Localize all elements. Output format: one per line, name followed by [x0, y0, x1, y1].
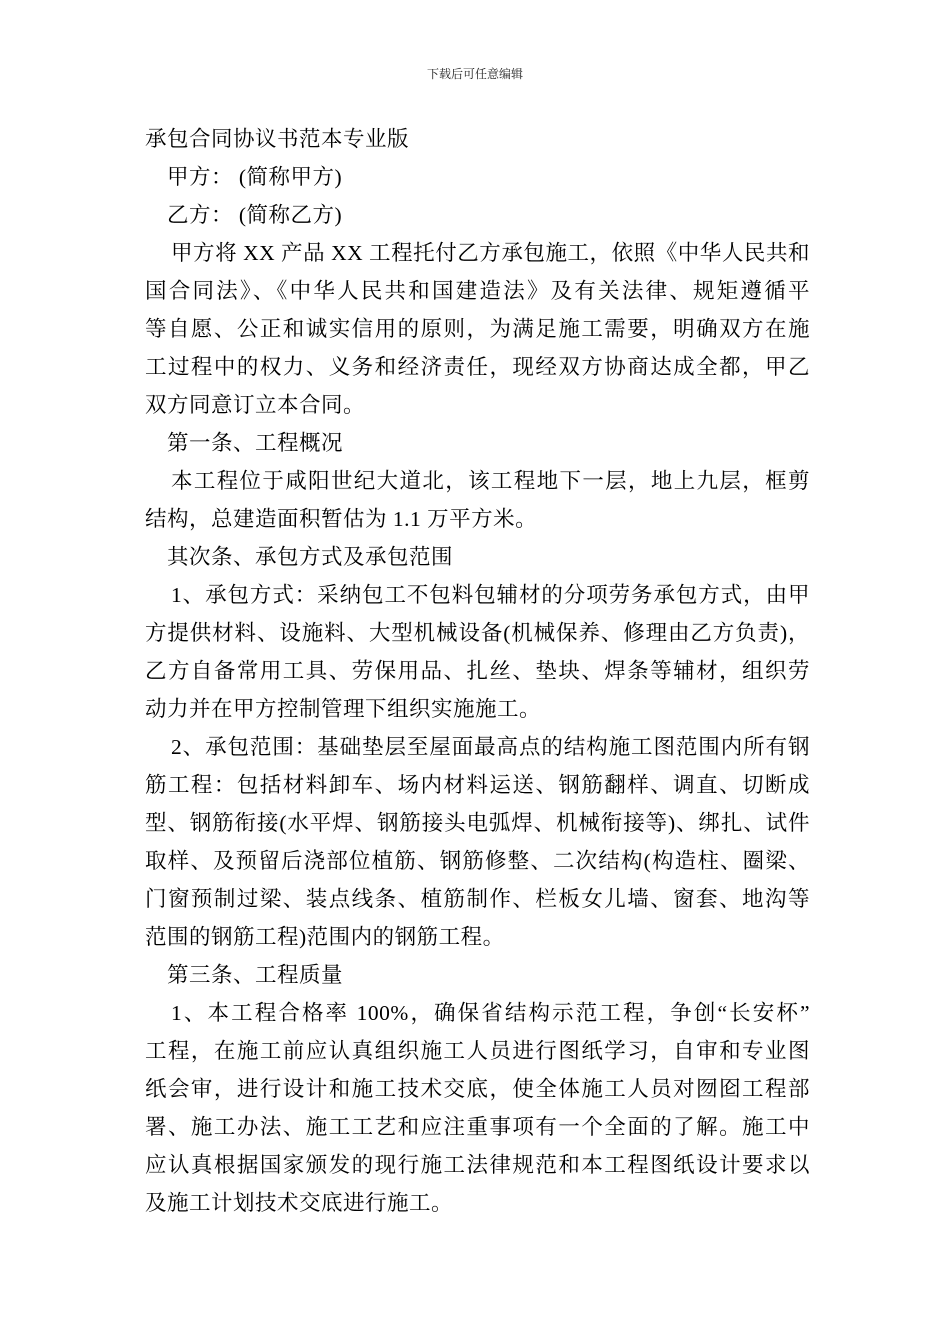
document-line: 取样、及预留后浇部位植筋、钢筋修整、二次结构(构造柱、圈梁、: [145, 849, 810, 873]
document-line: 结构，总建造面积暂估为 1.1 万平方米。: [145, 507, 538, 531]
document-line: 甲方： (简称甲方): [167, 165, 343, 189]
document-line: 门窗预制过梁、装点线条、植筋制作、栏板女儿墙、窗套、地沟等: [145, 887, 810, 911]
document-line: 1、承包方式：采纳包工不包料包辅材的分项劳务承包方式，由甲: [171, 583, 810, 607]
document-line: 动力并在甲方控制管理下组织实施施工。: [145, 697, 542, 721]
document-line: 双方同意订立本合同。: [145, 393, 366, 417]
document-line: 筋工程：包括材料卸车、场内材料运送、钢筋翻样、调直、切断成: [145, 773, 810, 797]
document-line: 工程，在施工前应认真组织施工人员进行图纸学习，自审和专业图: [145, 1039, 810, 1063]
document-title: 承包合同协议书范本专业版: [145, 127, 410, 151]
document-line: 2、承包范围：基础垫层至屋面最高点的结构施工图范围内所有钢: [171, 735, 810, 759]
document-line: 等自愿、公正和诚实信用的原则，为满足施工需要，明确双方在施: [145, 317, 810, 341]
document-line: 及施工计划技术交底进行施工。: [145, 1191, 454, 1215]
document-line: 本工程位于咸阳世纪大道北，该工程地下一层，地上九层，框剪: [171, 469, 810, 493]
document-line: 工过程中的权力、义务和经济责任，现经双方协商达成全都，甲乙: [145, 355, 810, 379]
document-line: 范围的钢筋工程)范围内的钢筋工程。: [145, 925, 505, 949]
document-line: 第三条、工程质量: [167, 963, 344, 987]
document-line: 第一条、工程概况: [167, 431, 344, 455]
document-line: 署、施工办法、施工工艺和应注重事项有一个全面的了解。施工中: [145, 1115, 810, 1139]
document-body: [145, 120, 810, 1222]
page-header-note: 下载后可任意编辑: [426, 67, 523, 81]
document-line: 方提供材料、设施料、大型机械设备(机械保养、修理由乙方负责)，: [145, 621, 810, 645]
document-line: 其次条、承包方式及承包范围: [167, 545, 454, 569]
document-line: 乙方： (简称乙方): [167, 203, 343, 227]
document-line: 乙方自备常用工具、劳保用品、扎丝、垫块、焊条等辅材，组织劳: [145, 659, 810, 683]
document-line: 应认真根据国家颁发的现行施工法律规范和本工程图纸设计要求以: [145, 1153, 810, 1177]
document-line: 1、本工程合格率 100%，确保省结构示范工程，争创“长安杯”: [171, 1001, 810, 1025]
document-line: 纸会审，进行设计和施工技术交底，使全体施工人员对囫囵工程部: [145, 1077, 810, 1101]
document-line: 型、钢筋衔接(水平焊、钢筋接头电弧焊、机械衔接等)、绑扎、试件: [145, 811, 810, 835]
document-line: 甲方将 XX 产品 XX 工程托付乙方承包施工，依照《中华人民共和: [171, 241, 810, 265]
document-line: 国合同法》、《中华人民共和国建造法》及有关法律、规矩遵循平: [145, 279, 810, 303]
